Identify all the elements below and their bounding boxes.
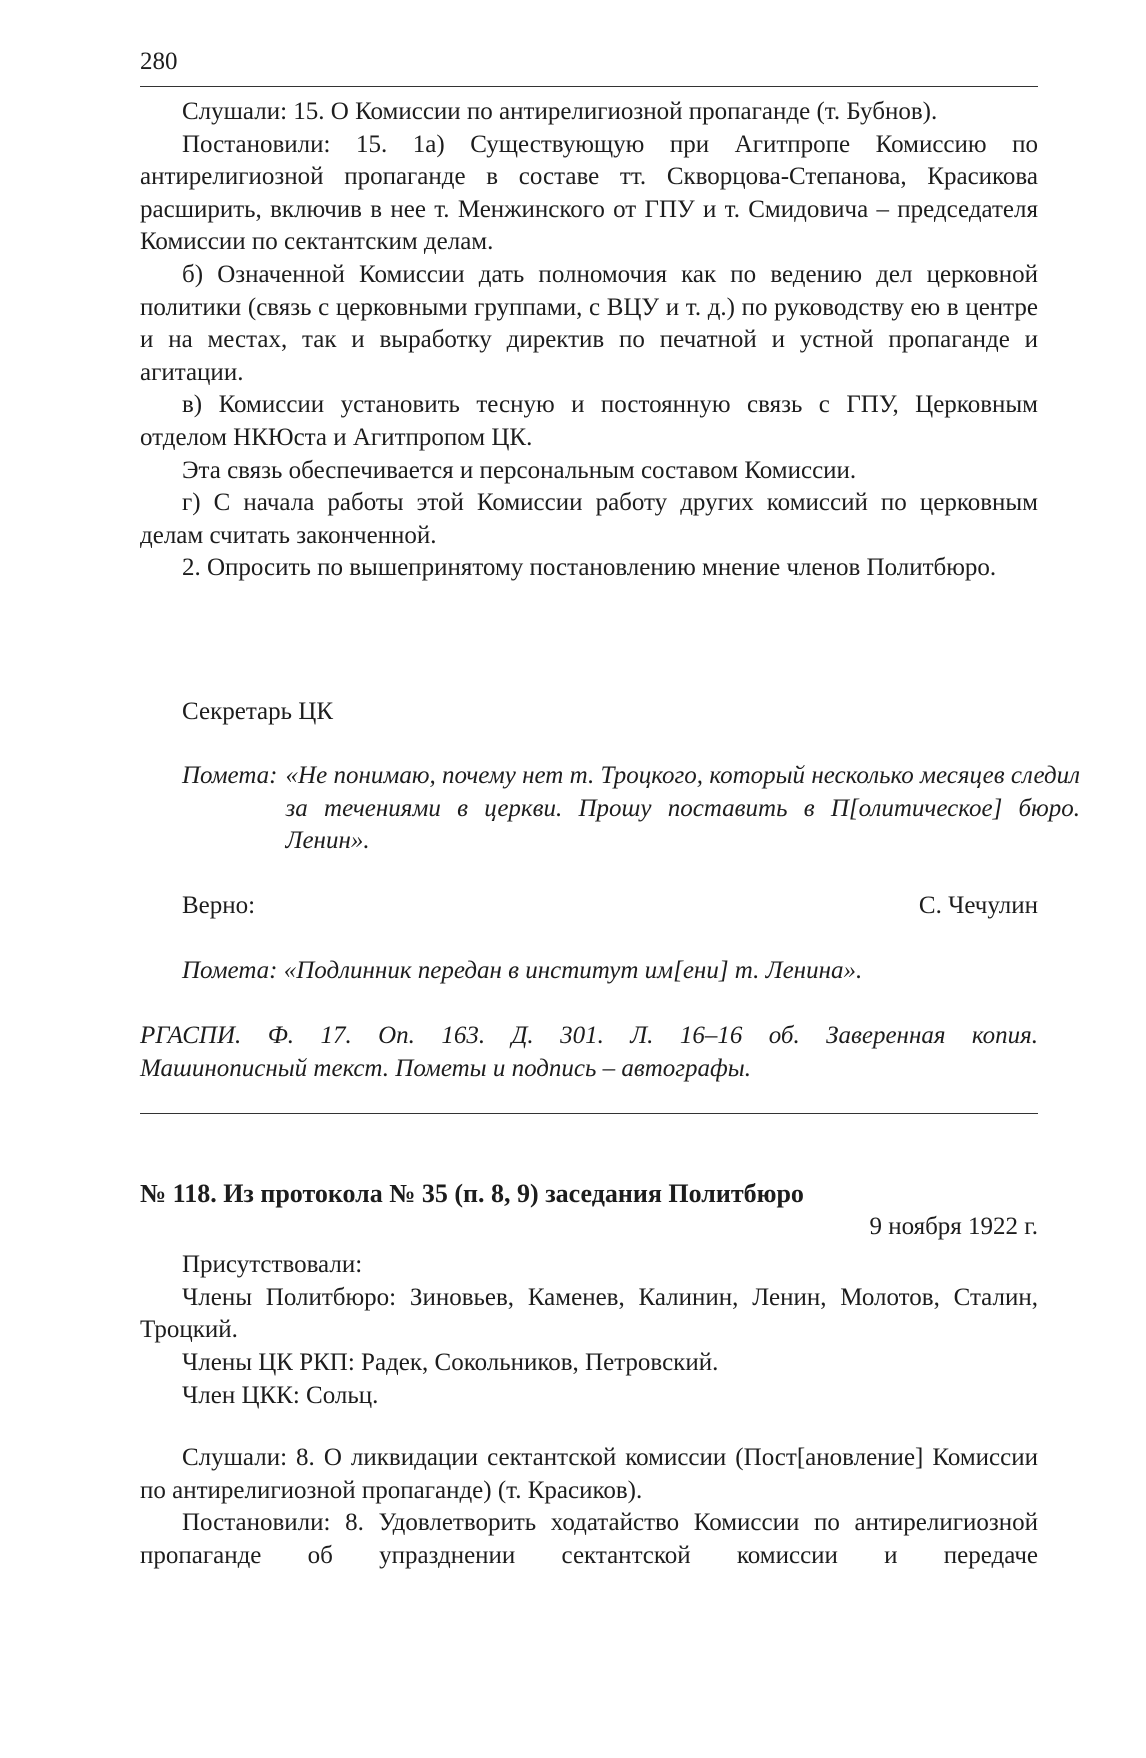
- resolved-item-v: в) Комиссии установить тесную и постоянную связь с ГПУ, Церковным отделом НКЮста и Агитпропом ЦК.: [140, 391, 1038, 451]
- original-transfer-note: Помета: «Подлинник передан в институт им[ени] т. Ленина».: [182, 957, 863, 984]
- note-text: «Не понимаю, почему нет т. Троцкого, который несколько месяцев следил за течениями в церкви. Прошу поставить в П[олитическое] бюро. Ленин».: [285, 762, 1080, 855]
- lenin-note: [140, 760, 1080, 858]
- ckk-member: Член ЦКК: Сольц.: [182, 1381, 379, 1409]
- resolved-item-15: Постановили: 15. 1а) Существующую при Агитпропе Комиссию по антирелигиозной пропаганде в составе тт. Скворцова-Степанова, Красикова расширить, включив в нее т. Менжинского от ГПУ и т. Смидовича – председателя Комиссии по сектантским делам.: [140, 130, 1038, 256]
- source-line-2: Машинописный текст. Пометы и подпись – автографы.: [140, 1054, 751, 1082]
- resolved-item-g: г) С начала работы этой Комиссии работу других комиссий по церковным делам считать законченной.: [140, 489, 1038, 549]
- protocol-continuation: [140, 96, 1038, 585]
- present-label: Присутствовали:: [182, 1251, 363, 1279]
- ck-members: Члены ЦК РКП: Радек, Сокольников, Петровский.: [182, 1348, 719, 1376]
- resolved-item-v-note: Эта связь обеспечивается и персональным составом Комиссии.: [182, 456, 857, 484]
- note-label: Помета:: [182, 762, 278, 789]
- resolved-item-2: 2. Опросить по вышепринятому постановлению мнение членов Политбюро.: [182, 554, 997, 582]
- certified-label: Верно:: [182, 892, 256, 919]
- heard-item-8: Слушали: 8. О ликвидации сектантской комиссии (Пост[ановление] Комиссии по антирелигиозной пропаганде) (т. Красиков).: [140, 1444, 1038, 1504]
- source-line-1: РГАСПИ. Ф. 17. Оп. 163. Д. 301. Л. 16–16 об. Заверенная копия.: [140, 1022, 1038, 1049]
- archival-source: [140, 1020, 1038, 1085]
- politburo-members: Члены Политбюро: Зиновьев, Каменев, Калинин, Ленин, Молотов, Сталин, Троцкий.: [140, 1283, 1038, 1344]
- secretary-signature: Секретарь ЦК: [182, 698, 334, 725]
- section-rule: [140, 1113, 1038, 1114]
- certified-name: С. Чечулин: [918, 892, 1038, 919]
- certification-line: [140, 890, 1038, 923]
- heard-item-15: Слушали: 15. О Комиссии по антирелигиозной пропаганде (т. Бубнов).: [182, 98, 938, 125]
- header-rule: [140, 86, 1038, 87]
- page-number: 280: [140, 48, 178, 75]
- resolved-item-b: б) Означенной Комиссии дать полномочия как по ведению дел церковной политики (связь с церковными группами, с ВЦУ и т. д.) по руководству ею в центре и на местах, так и выработку директив по печатной и устной пропаганде и агитации.: [140, 260, 1038, 386]
- document-date: 9 ноября 1922 г.: [869, 1212, 1038, 1240]
- resolved-item-8: Постановили: 8. Удовлетворить ходатайство Комиссии по антирелигиозной пропаганде об упразднении сектантской комиссии и передаче: [140, 1509, 1038, 1569]
- document-118: [140, 1178, 1038, 1573]
- document-title: № 118. Из протокола № 35 (п. 8, 9) заседания Политбюро: [140, 1179, 804, 1208]
